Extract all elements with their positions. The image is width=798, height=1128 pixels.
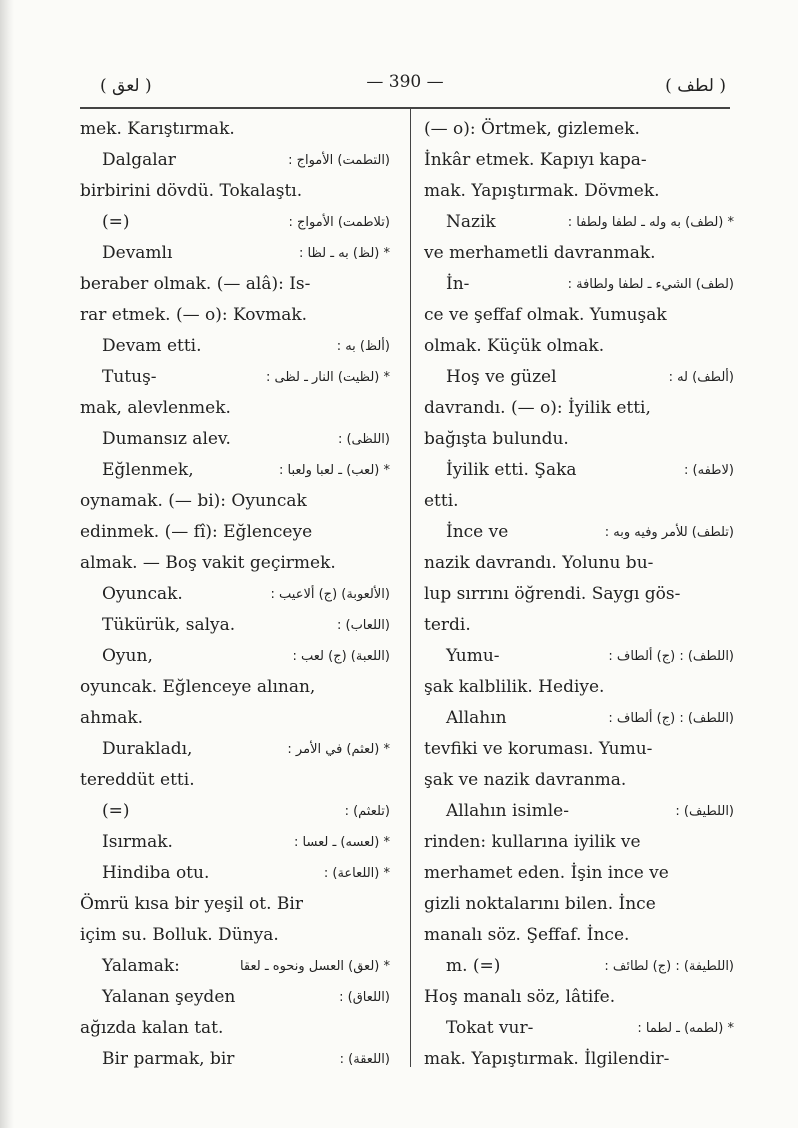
arabic-headword: (ألطف) له : (668, 370, 734, 385)
turkish-text: edinmek. (— fî): Eğlenceye (80, 522, 313, 542)
turkish-text: manalı söz. Şeffaf. İnce. (424, 925, 630, 945)
turkish-text: Allahın isimle- (446, 801, 569, 821)
dictionary-line (80, 114, 390, 145)
arabic-headword: * (لطف) به وله ـ لطفا ولطفا : (567, 215, 734, 230)
arabic-headword: (ألظ) به : (336, 339, 390, 354)
turkish-text: birbirini dövdü. Tokalaştı. (80, 181, 303, 201)
turkish-text: gizli noktalarını bilen. İnce (424, 894, 656, 914)
dictionary-line (424, 486, 734, 517)
dictionary-line (80, 579, 390, 610)
turkish-text: ve merhametli davranmak. (424, 243, 656, 263)
header-left-entry: ( لعق ) (100, 76, 152, 96)
dictionary-line (424, 982, 734, 1013)
dictionary-line (424, 920, 734, 951)
dictionary-line (80, 238, 390, 269)
header-right-entry: ( لطف ) (665, 76, 726, 96)
dictionary-line (424, 238, 734, 269)
turkish-text: Oyun, (102, 646, 153, 666)
turkish-text: Hoş ve güzel (446, 367, 557, 387)
dictionary-line (80, 517, 390, 548)
arabic-headword: * (لعسه) ـ لعسا : (294, 835, 390, 850)
arabic-headword: (تلاطمت) الأمواج : (288, 215, 390, 230)
page-spine-shadow (0, 0, 14, 1128)
dictionary-line (80, 889, 390, 920)
turkish-text: ce ve şeffaf olmak. Yumuşak (424, 305, 667, 325)
arabic-headword: (اللطف) : (ج) ألطاف : (608, 649, 734, 664)
turkish-text: İyilik etti. Şaka (446, 460, 577, 480)
turkish-text: Allahın (446, 708, 507, 728)
turkish-text: Bir parmak, bir (102, 1049, 235, 1069)
turkish-text: İnkâr etmek. Kapıyı kapa- (424, 150, 647, 170)
dictionary-line (80, 858, 390, 889)
arabic-headword: (اللعاق) : (339, 990, 390, 1005)
turkish-text: Devam etti. (102, 336, 202, 356)
dictionary-line (80, 145, 390, 176)
dictionary-line (424, 1013, 734, 1044)
arabic-headword: (اللعبة) (ج) لعب : (292, 649, 390, 664)
arabic-headword: (اللطيف) : (675, 804, 734, 819)
turkish-text: rinden: kullarına iyilik ve (424, 832, 641, 852)
turkish-text: Oyuncak. (102, 584, 183, 604)
dictionary-line (80, 207, 390, 238)
turkish-text: rar etmek. (— o): Kovmak. (80, 305, 308, 325)
turkish-text: (=) (102, 212, 130, 232)
dictionary-line (80, 920, 390, 951)
turkish-text: olmak. Küçük olmak. (424, 336, 605, 356)
page-number: — 390 — (366, 72, 444, 92)
dictionary-line (424, 548, 734, 579)
turkish-text: şak kalblilik. Hediye. (424, 677, 605, 697)
arabic-headword: (لاطفه) : (684, 463, 734, 478)
dictionary-line (80, 393, 390, 424)
dictionary-line (424, 765, 734, 796)
arabic-headword: * (اللعاعة) : (323, 866, 390, 881)
dictionary-line (80, 672, 390, 703)
turkish-text: şak ve nazik davranma. (424, 770, 627, 790)
turkish-text: Durakladı, (102, 739, 193, 759)
dictionary-line (424, 517, 734, 548)
arabic-headword: * (لطمه) ـ لطما : (637, 1021, 734, 1036)
turkish-text: Tutuş- (102, 367, 157, 387)
dictionary-line (80, 269, 390, 300)
turkish-text: terdi. (424, 615, 471, 635)
turkish-text: davrandı. (— o): İyilik etti, (424, 398, 651, 418)
arabic-headword: * (لعق) العسل ونحوه ـ لعقا (239, 959, 390, 974)
turkish-text: almak. — Boş vakit geçirmek. (80, 553, 336, 573)
dictionary-line (80, 703, 390, 734)
arabic-headword: (اللطف) : (ج) ألطاف : (608, 711, 734, 726)
turkish-text: (=) (102, 801, 130, 821)
dictionary-line (80, 300, 390, 331)
right-column (424, 114, 734, 1075)
dictionary-line (80, 331, 390, 362)
turkish-text: m. (=) (446, 956, 501, 976)
arabic-headword: * (لظ) به ـ لظا : (299, 246, 390, 261)
arabic-headword: (التطمت) الأمواج : (288, 153, 390, 168)
turkish-text: Yalanan şeyden (102, 987, 236, 1007)
dictionary-line (424, 858, 734, 889)
arabic-headword: (لطف) الشيء ـ لطفا ولطافة : (567, 277, 734, 292)
dictionary-line (80, 765, 390, 796)
turkish-text: Yalamak: (102, 956, 180, 976)
dictionary-line (424, 672, 734, 703)
arabic-headword: (تلطف) للأمر وفيه وبه : (604, 525, 734, 540)
dictionary-line (424, 300, 734, 331)
turkish-text: içim su. Bolluk. Dünya. (80, 925, 279, 945)
turkish-text: mak, alevlenmek. (80, 398, 231, 418)
dictionary-line (424, 641, 734, 672)
dictionary-line (424, 424, 734, 455)
turkish-text: Dalgalar (102, 150, 176, 170)
turkish-text: Ömrü kısa bir yeşil ot. Bir (80, 894, 303, 914)
arabic-headword: (اللعقة) : (339, 1052, 390, 1067)
turkish-text: beraber olmak. (— alâ): Is- (80, 274, 311, 294)
header-rule (80, 107, 730, 109)
turkish-text: oyuncak. Eğlenceye alınan, (80, 677, 316, 697)
arabic-headword: (اللظى) : (337, 432, 390, 447)
dictionary-line (80, 827, 390, 858)
dictionary-line (424, 796, 734, 827)
turkish-text: lup sırrını öğrendi. Saygı gös- (424, 584, 681, 604)
dictionary-line (80, 1044, 390, 1075)
dictionary-line (424, 889, 734, 920)
dictionary-line (424, 1044, 734, 1075)
turkish-text: İnce ve (446, 522, 509, 542)
dictionary-line (424, 455, 734, 486)
dictionary-line (424, 176, 734, 207)
turkish-text: İn- (446, 274, 470, 294)
page-header (80, 72, 730, 100)
turkish-text: Dumansız alev. (102, 429, 231, 449)
dictionary-line (80, 734, 390, 765)
dictionary-line (80, 548, 390, 579)
turkish-text: Tokat vur- (446, 1018, 534, 1038)
dictionary-line (80, 641, 390, 672)
dictionary-line (80, 424, 390, 455)
dictionary-line (424, 331, 734, 362)
turkish-text: Nazik (446, 212, 496, 232)
turkish-text: Tükürük, salya. (102, 615, 236, 635)
dictionary-line (80, 1013, 390, 1044)
dictionary-line (80, 362, 390, 393)
dictionary-line (424, 703, 734, 734)
left-column (80, 114, 390, 1075)
dictionary-line (424, 951, 734, 982)
turkish-text: (— o): Örtmek, gizlemek. (424, 119, 640, 139)
turkish-text: tevfiki ve koruması. Yumu- (424, 739, 653, 759)
dictionary-line (424, 207, 734, 238)
dictionary-line (80, 796, 390, 827)
turkish-text: Isırmak. (102, 832, 173, 852)
arabic-headword: (اللطيفة) : (ج) لطائف : (604, 959, 734, 974)
dictionary-line (424, 610, 734, 641)
dictionary-line (424, 734, 734, 765)
arabic-headword: * (لعب) ـ لعبا ولعبا : (278, 463, 390, 478)
turkish-text: merhamet eden. İşin ince ve (424, 863, 669, 883)
arabic-headword: (اللعاب) : (336, 618, 390, 633)
dictionary-line (424, 269, 734, 300)
turkish-text: etti. (424, 491, 459, 511)
dictionary-line (424, 393, 734, 424)
turkish-text: mak. Yapıştırmak. İlgilendir- (424, 1049, 670, 1069)
turkish-text: ahmak. (80, 708, 144, 728)
turkish-text: ağızda kalan tat. (80, 1018, 224, 1038)
dictionary-line (424, 145, 734, 176)
dictionary-line (80, 982, 390, 1013)
turkish-text: bağışta bulundu. (424, 429, 569, 449)
turkish-text: Yumu- (446, 646, 500, 666)
turkish-text: Hoş manalı söz, lâtife. (424, 987, 616, 1007)
dictionary-line (80, 455, 390, 486)
arabic-headword: (تلعثم) : (344, 804, 390, 819)
turkish-text: Eğlenmek, (102, 460, 194, 480)
dictionary-line (80, 176, 390, 207)
dictionary-line (424, 114, 734, 145)
turkish-text: mek. Karıştırmak. (80, 119, 235, 139)
arabic-headword: * (لظيت) النار ـ لظى : (265, 370, 390, 385)
turkish-text: nazik davrandı. Yolunu bu- (424, 553, 654, 573)
arabic-headword: (الألعوبة) (ج) ألاعيب : (270, 587, 390, 602)
dictionary-line (424, 579, 734, 610)
dictionary-line (80, 951, 390, 982)
turkish-text: Hindiba otu. (102, 863, 210, 883)
dictionary-line (424, 362, 734, 393)
dictionary-line (424, 827, 734, 858)
dictionary-line (80, 610, 390, 641)
turkish-text: tereddüt etti. (80, 770, 195, 790)
arabic-headword: * (لعثم) في الأمر : (287, 742, 390, 757)
column-divider (410, 107, 411, 1067)
dictionary-line (80, 486, 390, 517)
turkish-text: mak. Yapıştırmak. Dövmek. (424, 181, 660, 201)
turkish-text: Devamlı (102, 243, 173, 263)
turkish-text: oynamak. (— bi): Oyuncak (80, 491, 307, 511)
